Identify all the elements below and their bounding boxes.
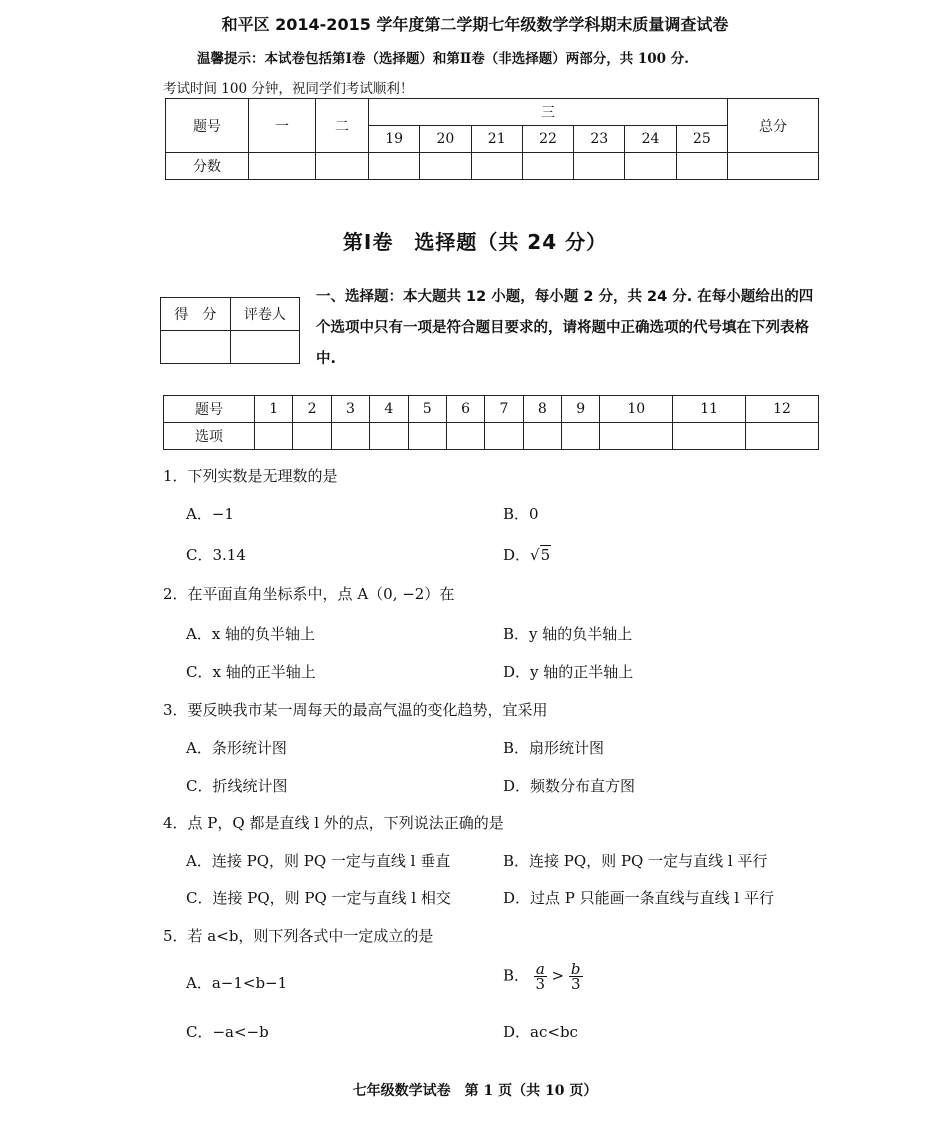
question-2-option-c: C．x 轴的正半轴上	[186, 663, 316, 681]
score-table-sub: 21	[471, 126, 522, 153]
score-table-one: 一	[249, 99, 316, 153]
fraction-b-over-3	[569, 962, 583, 991]
question-1-option-b: B．0	[503, 505, 539, 523]
score-cell[interactable]	[574, 153, 625, 180]
score-table-three: 三	[369, 99, 728, 126]
section-instruction: 一、选择题：本大题共 12 小题，每小题 2 分，共 24 分. 在每小题给出的四个选项中只有一项是符合题目要求的，请将题中正确选项的代号填在下列表格中.	[316, 289, 814, 367]
question-3-stem: 3．要反映我市某一周每天的最高气温的变化趋势，宜采用	[163, 701, 548, 719]
answer-cell[interactable]	[746, 423, 819, 450]
question-2-option-d: D．y 轴的正半轴上	[503, 663, 634, 681]
exam-title: 和平区 2014-2015 学年度第二学期七年级数学学科期末质量调查试卷	[221, 15, 729, 34]
grader-score-label: 得 分	[161, 298, 231, 331]
answer-cell[interactable]	[293, 423, 331, 450]
answer-number: 2	[293, 396, 331, 423]
answer-table-row2-label: 选项	[164, 423, 255, 450]
answer-cell[interactable]	[331, 423, 369, 450]
answer-number: 6	[446, 396, 484, 423]
fraction-denominator: 3	[535, 975, 546, 993]
question-5-option-a: A．a−1<b−1	[186, 974, 288, 992]
question-2-option-b: B．y 轴的负半轴上	[503, 625, 633, 643]
page-footer: 七年级数学试卷 第 1 页（共 10 页）	[352, 1083, 598, 1099]
grader-score-cell[interactable]	[161, 331, 231, 364]
score-table-sub: 22	[522, 126, 573, 153]
score-table-sub: 19	[369, 126, 420, 153]
question-5-option-b-operator: >	[551, 966, 565, 985]
fraction-a-over-3	[534, 962, 547, 991]
answer-table-row1-label: 题号	[164, 396, 255, 423]
exam-notice	[163, 44, 823, 104]
score-table-sub: 25	[676, 126, 727, 153]
question-1-option-d-prefix: D．	[503, 546, 531, 564]
question-5-option-b-prefix: B．	[503, 966, 530, 985]
question-1-option-d-radicand: 5	[540, 546, 551, 564]
question-2-option-a: A．x 轴的负半轴上	[186, 625, 316, 643]
score-table-col-label: 题号	[166, 99, 249, 153]
question-3-option-b: B．扇形统计图	[503, 739, 605, 757]
answer-cell[interactable]	[562, 423, 600, 450]
score-cell[interactable]	[249, 153, 316, 180]
score-cell[interactable]	[625, 153, 676, 180]
answer-number: 10	[600, 396, 673, 423]
grader-name-cell[interactable]	[230, 331, 299, 364]
answer-cell[interactable]	[408, 423, 446, 450]
question-3-option-c: C．折线统计图	[186, 777, 288, 795]
answer-cell[interactable]	[485, 423, 523, 450]
score-table	[165, 98, 819, 180]
answer-cell[interactable]	[673, 423, 746, 450]
answer-table	[163, 395, 819, 450]
notice-lead: 温馨提示：本试卷包括第Ⅰ卷（选择题）和第Ⅱ卷（非选择题）两部分，共 100 分.	[197, 51, 689, 67]
grader-name-label: 评卷人	[230, 298, 299, 331]
answer-number: 7	[485, 396, 523, 423]
question-2-stem: 2．在平面直角坐标系中，点 A（0, −2）在	[163, 585, 455, 603]
question-4-option-d: D．过点 P 只能画一条直线与直线 l 平行	[503, 889, 774, 907]
score-table-sub: 23	[574, 126, 625, 153]
answer-number: 11	[673, 396, 746, 423]
answer-cell[interactable]	[446, 423, 484, 450]
answer-cell[interactable]	[600, 423, 673, 450]
question-4-option-b: B．连接 PQ，则 PQ 一定与直线 l 平行	[503, 852, 768, 870]
question-5-option-c: C．−a<−b	[186, 1023, 269, 1041]
question-1-stem: 1．下列实数是无理数的是	[163, 467, 338, 485]
question-4-option-c: C．连接 PQ，则 PQ 一定与直线 l 相交	[186, 889, 451, 907]
section-title: 第Ⅰ卷 选择题（共 24 分）	[342, 230, 608, 254]
fraction-denominator: 3	[570, 975, 581, 993]
score-table-row-label: 分数	[166, 153, 249, 180]
question-1-option-c: C．3.14	[186, 546, 246, 564]
answer-number: 12	[746, 396, 819, 423]
score-table-sub: 20	[420, 126, 471, 153]
question-5-option-b	[503, 962, 583, 991]
answer-number: 4	[370, 396, 408, 423]
score-cell[interactable]	[316, 153, 369, 180]
answer-cell[interactable]	[255, 423, 293, 450]
score-cell[interactable]	[728, 153, 819, 180]
question-4-stem: 4．点 P，Q 都是直线 l 外的点，下列说法正确的是	[163, 814, 504, 832]
answer-number: 3	[331, 396, 369, 423]
fraction-numerator: b	[570, 960, 581, 978]
score-table-two: 二	[316, 99, 369, 153]
question-4-option-a: A．连接 PQ，则 PQ 一定与直线 l 垂直	[186, 852, 451, 870]
score-cell[interactable]	[369, 153, 420, 180]
notice-cont: 考试时间 100 分钟，祝同学们考试顺利！	[163, 81, 414, 97]
answer-number: 9	[562, 396, 600, 423]
score-cell[interactable]	[676, 153, 727, 180]
answer-cell[interactable]	[523, 423, 561, 450]
grader-box	[160, 297, 300, 364]
fraction-numerator: a	[535, 960, 545, 978]
score-table-total: 总分	[728, 99, 819, 153]
score-cell[interactable]	[522, 153, 573, 180]
answer-number: 5	[408, 396, 446, 423]
question-5-stem: 5．若 a<b，则下列各式中一定成立的是	[163, 927, 434, 945]
question-1-option-a: A．−1	[186, 505, 234, 523]
question-3-option-d: D．频数分布直方图	[503, 777, 636, 795]
answer-number: 8	[523, 396, 561, 423]
score-table-sub: 24	[625, 126, 676, 153]
question-1-option-d: D．√5	[503, 546, 551, 564]
question-3-option-a: A．条形统计图	[186, 739, 287, 757]
score-cell[interactable]	[420, 153, 471, 180]
answer-number: 1	[255, 396, 293, 423]
score-cell[interactable]	[471, 153, 522, 180]
question-5-option-d: D．ac<bc	[503, 1023, 578, 1041]
answer-cell[interactable]	[370, 423, 408, 450]
